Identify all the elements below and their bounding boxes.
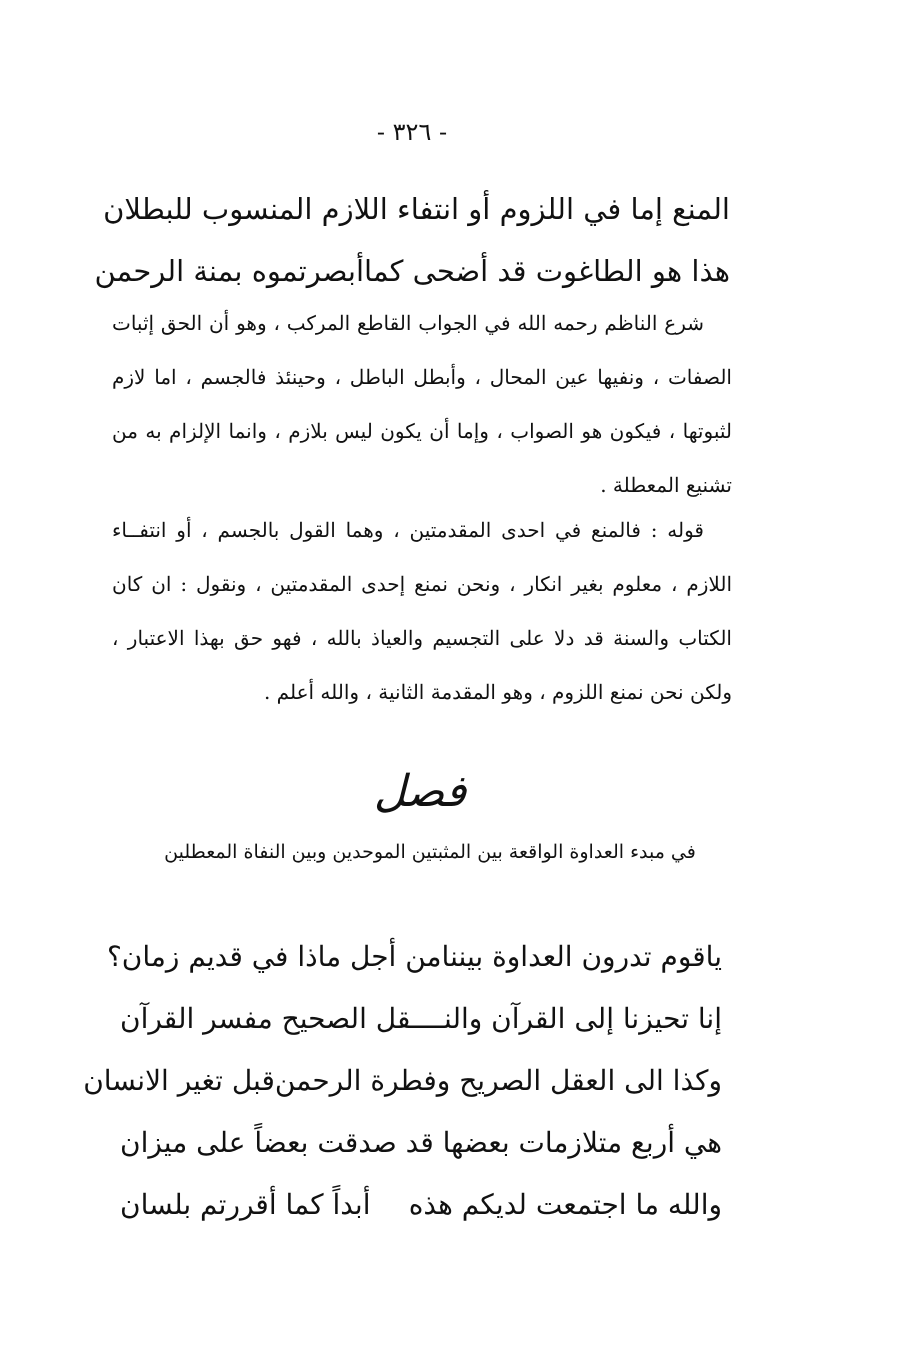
- verse-line: [83, 1050, 722, 1112]
- verse-line: [106, 926, 722, 988]
- commentary-paragraph-1: [112, 296, 732, 512]
- section-heading: فصل: [373, 766, 467, 817]
- verse-second-hemistich: قد صدقت بعضاً على ميزان: [120, 1126, 434, 1159]
- verse-first-hemistich: إنا تحيزنا إلى القرآن والنـــ: [419, 1002, 722, 1035]
- verse-first-hemistich: وكذا الى العقل الصريح وفطرة الرحمن: [274, 1064, 722, 1097]
- verse-first-hemistich: هي أربع متلازمات بعضها: [442, 1126, 722, 1159]
- commentary-text: شرع الناظم رحمه الله في الجواب القاطع المركب ، وهو أن الحق إثبات الصفات ، ونفيها عين المحال ، وأبطل الباطل ، وحينئذ فالجسم ، اما لازم لثبوتها ، فيكون هو الصواب ، وإما أن يكون ليس بلازم ، وانما الإلزام به من تشنيع المعطلة .: [112, 311, 732, 497]
- bottom-poem: [83, 926, 722, 1236]
- verse-line: [120, 988, 722, 1050]
- verse-first-hemistich: هذا هو الطاغوت قد أضحى كما: [364, 254, 730, 288]
- verse-second-hemistich: أبصرتموه بمنة الرحمن: [94, 254, 365, 288]
- verse-line: [94, 240, 730, 302]
- top-poem: [94, 178, 730, 302]
- verse-first-hemistich: ياقوم تدرون العداوة بيننا: [441, 940, 722, 973]
- section-subtitle: في مبدء العداوة الواقعة بين المثبتين الموحدين وبين النفاة المعطلين: [164, 841, 696, 863]
- verse-second-hemistich: أبداً كما أقررتم بلسان: [120, 1188, 371, 1221]
- verse-line: [120, 1112, 722, 1174]
- commentary-text: قوله : فالمنع في احدى المقدمتين ، وهما القول بالجسم ، أو انتفــاء اللازم ، معلوم بغير انكار ، ونحن نمنع إحدى المقدمتين ، ونقول : ان كان الكتاب والسنة قد دلا على التجسيم والعياذ بالله ، فهو حق بهذا الاعتبار ، ولكن نحن نمنع اللزوم ، وهو المقدمة الثانية ، والله أعلم .: [112, 518, 732, 704]
- verse-second-hemistich: من أجل ماذا في قديم زمان؟: [106, 940, 442, 973]
- verse-first-hemistich: المنع إما في اللزوم أو انتفا: [410, 192, 730, 226]
- commentary-paragraph-2: [112, 503, 732, 719]
- verse-second-hemistich: ـقل الصحيح مفسر القرآن: [120, 1002, 420, 1035]
- verse-second-hemistich: قبل تغير الانسان: [83, 1064, 275, 1097]
- verse-line: [120, 1174, 722, 1236]
- verse-line: [103, 178, 730, 240]
- verse-first-hemistich: والله ما اجتمعت لديكم هذه: [408, 1188, 722, 1221]
- page-number: - ٣٢٦ -: [376, 118, 448, 146]
- verse-second-hemistich: ء اللازم المنسوب للبطلان: [103, 192, 411, 226]
